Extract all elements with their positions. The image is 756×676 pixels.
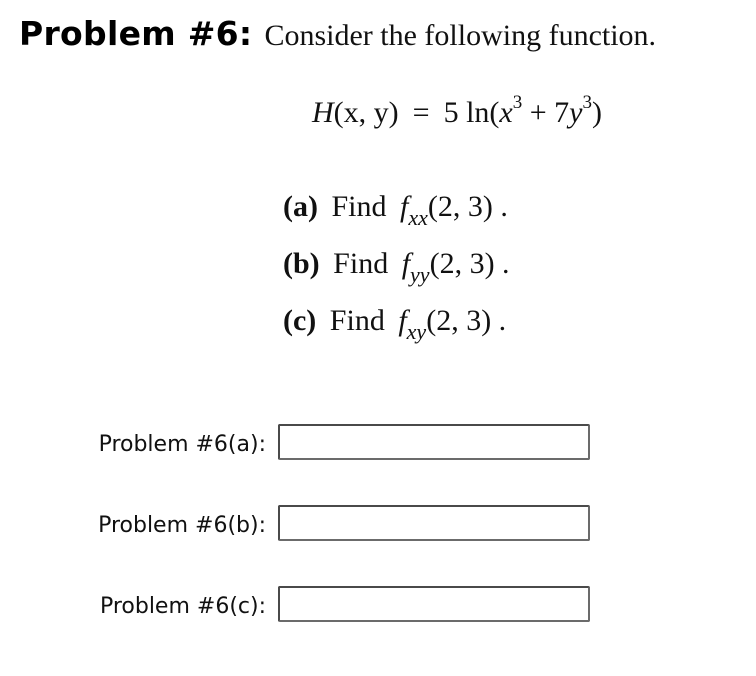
- part-args: (2, 3) .: [429, 247, 510, 280]
- eq-lhs-func: H: [312, 96, 334, 129]
- problem-parts: [283, 188, 510, 359]
- part-sub: yy: [410, 262, 430, 287]
- problem-label: Problem #6:: [19, 14, 253, 53]
- part-sub: xx: [408, 205, 428, 230]
- answer-label-b: Problem #6(b):: [98, 513, 266, 538]
- part-letter: (c): [283, 304, 317, 337]
- part-fn: f: [400, 190, 409, 223]
- eq-lhs-args: (x, y): [333, 96, 399, 129]
- part-fn: f: [401, 247, 411, 280]
- problem-header: [19, 14, 656, 53]
- part-fn: f: [398, 304, 407, 337]
- answer-input-a[interactable]: [278, 424, 590, 460]
- answer-row-b: [0, 505, 756, 547]
- function-equation: [312, 92, 602, 130]
- part-letter: (b): [283, 247, 320, 280]
- part-args: (2, 3) .: [426, 304, 507, 337]
- eq-rhs-y-exp: 3: [582, 92, 592, 113]
- answer-row-a: [0, 424, 756, 466]
- answer-input-b[interactable]: [278, 505, 590, 541]
- eq-rhs-plus: + 7: [522, 96, 570, 129]
- part-a: [283, 188, 510, 245]
- eq-rhs-close: ): [591, 96, 602, 129]
- part-letter: (a): [283, 190, 318, 223]
- part-find: Find: [329, 304, 385, 337]
- part-args: (2, 3) .: [427, 190, 508, 223]
- answer-label-c: Problem #6(c):: [99, 594, 266, 619]
- eq-sign: =: [412, 96, 430, 129]
- answer-label-a: Problem #6(a):: [98, 432, 266, 457]
- part-find: Find: [331, 190, 387, 223]
- part-b: [283, 245, 510, 302]
- eq-rhs-y: y: [569, 96, 583, 129]
- problem-intro: Consider the following function.: [264, 19, 657, 52]
- eq-rhs-x: x: [499, 96, 513, 129]
- part-sub: xy: [406, 319, 427, 344]
- part-find: Find: [333, 247, 389, 280]
- eq-rhs-coef: 5 ln(: [443, 96, 500, 129]
- part-c: [283, 302, 510, 359]
- answer-row-c: [0, 586, 756, 628]
- answer-input-c[interactable]: [278, 586, 590, 622]
- eq-rhs-x-exp: 3: [512, 92, 523, 113]
